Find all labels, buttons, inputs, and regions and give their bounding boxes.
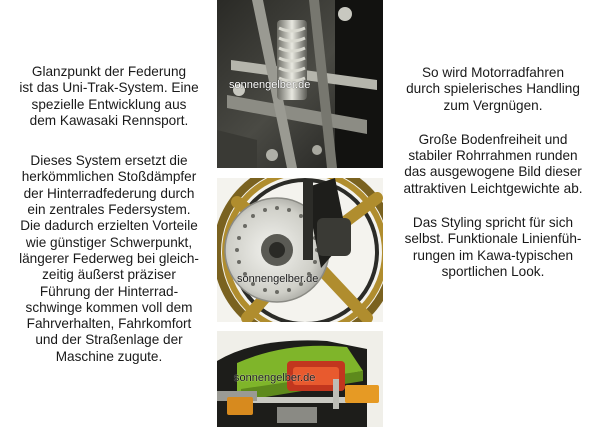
text-line: ein zentrales Federsystem.: [27, 202, 191, 218]
text-line: Führung der Hinterrad-: [39, 283, 179, 299]
text-line: Maschine zugute.: [55, 348, 163, 364]
text-line: Große Bodenfreiheit und: [418, 131, 568, 147]
text-line: So wird Motorradfahren: [421, 65, 565, 80]
text-line: Glanzpunkt der Federung: [31, 64, 187, 79]
front-disc-brake-photo: [217, 178, 383, 322]
text-line: dem Kawasaki Rennsport.: [29, 112, 189, 128]
text-line: zeitig äußerst präziser: [42, 267, 176, 283]
text-line: Die dadurch erzielten Vorteile: [20, 218, 198, 234]
left-paragraph-2: [4, 153, 214, 365]
text-line: zum Vergnügen.: [443, 97, 543, 113]
right-text-column: [388, 65, 598, 280]
text-line: Dieses System ersetzt die: [30, 153, 188, 169]
front-disc-brake-image: [217, 178, 383, 322]
text-line: rungen im Kawa-typischen: [412, 247, 574, 263]
text-line: spezielle Entwicklung aus: [31, 96, 187, 112]
text-line: durch spielerisches Handling: [406, 81, 580, 97]
text-line: wie günstiger Schwerpunkt,: [25, 234, 193, 250]
text-line: stabiler Rohrrahmen runden: [408, 148, 578, 164]
left-text-column: [4, 64, 214, 365]
text-line: schwinge kommen voll dem: [25, 299, 193, 315]
text-line: der Hinterradfederung durch: [23, 185, 195, 201]
text-line: Fahrverhalten, Fahrkomfort: [26, 316, 192, 332]
text-line: attraktiven Leichtgewichte ab.: [403, 180, 583, 196]
text-line: sportlichen Look.: [441, 263, 545, 279]
text-line: herkömmlichen Stoßdämpfer: [21, 169, 197, 185]
text-line: und der Straßenlage der: [35, 332, 183, 348]
text-line: ist das Uni-Trak-System. Eine: [19, 80, 199, 96]
watermark-bottom: sonnengelber.de: [234, 372, 316, 384]
right-paragraph-1: [388, 65, 598, 114]
right-paragraph-3: [388, 215, 598, 280]
text-line: längerer Federweg bei gleich-: [19, 250, 199, 266]
right-paragraph-2: [388, 132, 598, 197]
text-line: das ausgewogene Bild dieser: [404, 164, 582, 180]
watermark-top: sonnengelber.de: [229, 79, 311, 91]
left-paragraph-1: [4, 64, 214, 129]
watermark-middle: sonnengelber.de: [237, 273, 319, 285]
text-line: selbst. Funktionale Linienfüh-: [404, 231, 582, 247]
text-line: Das Styling spricht für sich: [412, 215, 574, 231]
